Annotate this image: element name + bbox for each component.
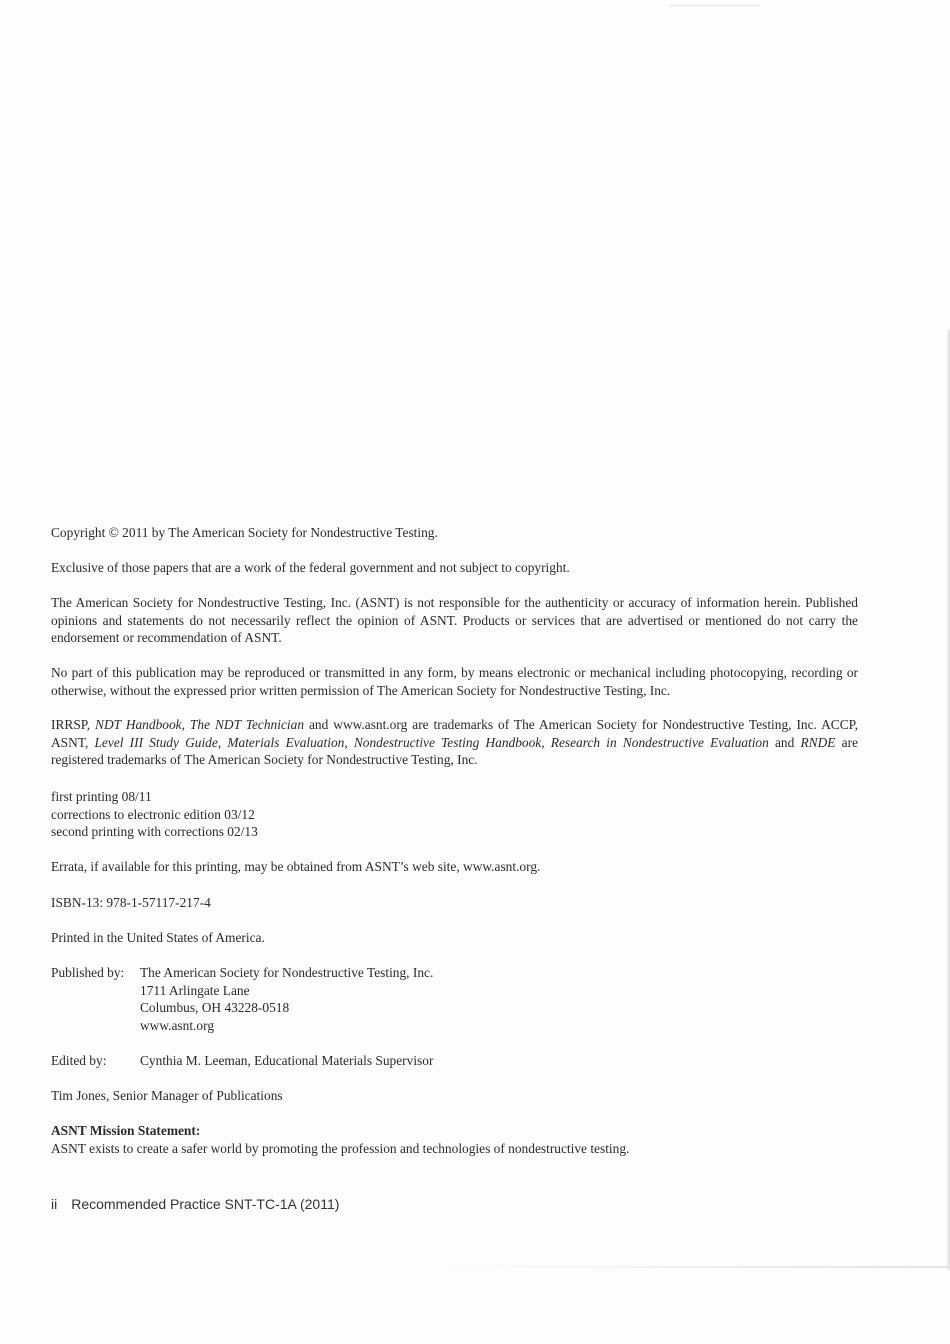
isbn: ISBN-13: 978-1-57117-217-4 (51, 895, 211, 910)
publisher-name: The American Society for Nondestructive Testing, Inc. (140, 965, 434, 980)
trademark-text: and www.asnt.org are trademarks of The American Society for Nondestructive Testing, Inc. ACCP, ASNT, (51, 717, 858, 750)
trademark-text: and (768, 734, 801, 750)
trademark-title: The NDT Technician (189, 717, 305, 732)
reproduction-paragraph: No part of this publication may be reproduced or transmitted in any form, by means electronic or mechanical including photocopying, recording or otherwise, without the expressed prior written permission of The American Society for Nondestructive Testing, Inc. (51, 665, 858, 698)
trademark-title: Nondestructive Testing Handbook (353, 734, 542, 750)
publisher-block (51, 964, 858, 1036)
trademark-title: Research in Nondestructive Evaluation (550, 734, 769, 750)
mission-heading: ASNT Mission Statement: (51, 1123, 201, 1138)
publications-manager: Tim Jones, Senior Manager of Publications (51, 1088, 283, 1103)
page-footer (51, 1196, 339, 1212)
mission-statement (51, 1122, 858, 1157)
editor-block (51, 1052, 858, 1070)
trademark-title: Level III Study Guide (94, 734, 218, 750)
trademark-title: Materials Evaluation (227, 734, 345, 750)
scan-edge (420, 1266, 950, 1268)
published-by-label: Published by: (51, 965, 125, 980)
trademarks-paragraph (51, 716, 858, 769)
printing-line: second printing with corrections 02/13 (51, 824, 258, 840)
trademark-text: , (541, 734, 551, 750)
errata-notice: Errata, if available for this printing, may be obtained from ASNT’s web site, www.asnt.org. (51, 859, 541, 874)
mission-text: ASNT exists to create a safer world by promoting the profession and technologies of nondestructive testing. (51, 1140, 630, 1156)
printing-line: first printing 08/11 (51, 789, 152, 804)
footer-title: Recommended Practice SNT-TC-1A (2011) (71, 1196, 340, 1212)
page-number: ii (51, 1196, 58, 1212)
printing-history (51, 788, 858, 841)
trademark-text: , (217, 734, 228, 750)
trademark-text: are registered trademarks of The American Society for Nondestructive Testing, Inc. (51, 734, 858, 768)
trademark-title: NDT Handbook (95, 717, 182, 732)
trademark-text: , (181, 717, 190, 732)
publisher-street: 1711 Arlingate Lane (140, 982, 250, 998)
publisher-city: Columbus, OH 43228-0518 (140, 1000, 290, 1016)
trademark-text: , (344, 734, 354, 750)
editor-name: Cynthia M. Leeman, Educational Materials Supervisor (140, 1053, 434, 1068)
copyright-notice: Copyright © 2011 by The American Society for Nondestructive Testing. (51, 525, 438, 540)
publisher-website: www.asnt.org (140, 1017, 215, 1033)
exclusive-notice: Exclusive of those papers that are a work of the federal government and not subject to copyright. (51, 560, 570, 575)
printed-in: Printed in the United States of America. (51, 930, 265, 945)
edited-by-label: Edited by: (51, 1053, 107, 1068)
trademark-text: IRRSP, (51, 717, 96, 732)
disclaimer-paragraph: The American Society for Nondestructive Testing, Inc. (ASNT) is not responsible for the authenticity or accuracy of information herein. Published opinions and statements do not necessarily reflect the opinion of ASNT. Products or services that are advertised or mentioned do not carry the endorsement or recommendation of ASNT. (51, 595, 858, 646)
trademark-title: RNDE (800, 734, 836, 750)
printing-line: corrections to electronic edition 03/12 (51, 806, 255, 822)
scan-edge (670, 5, 760, 6)
